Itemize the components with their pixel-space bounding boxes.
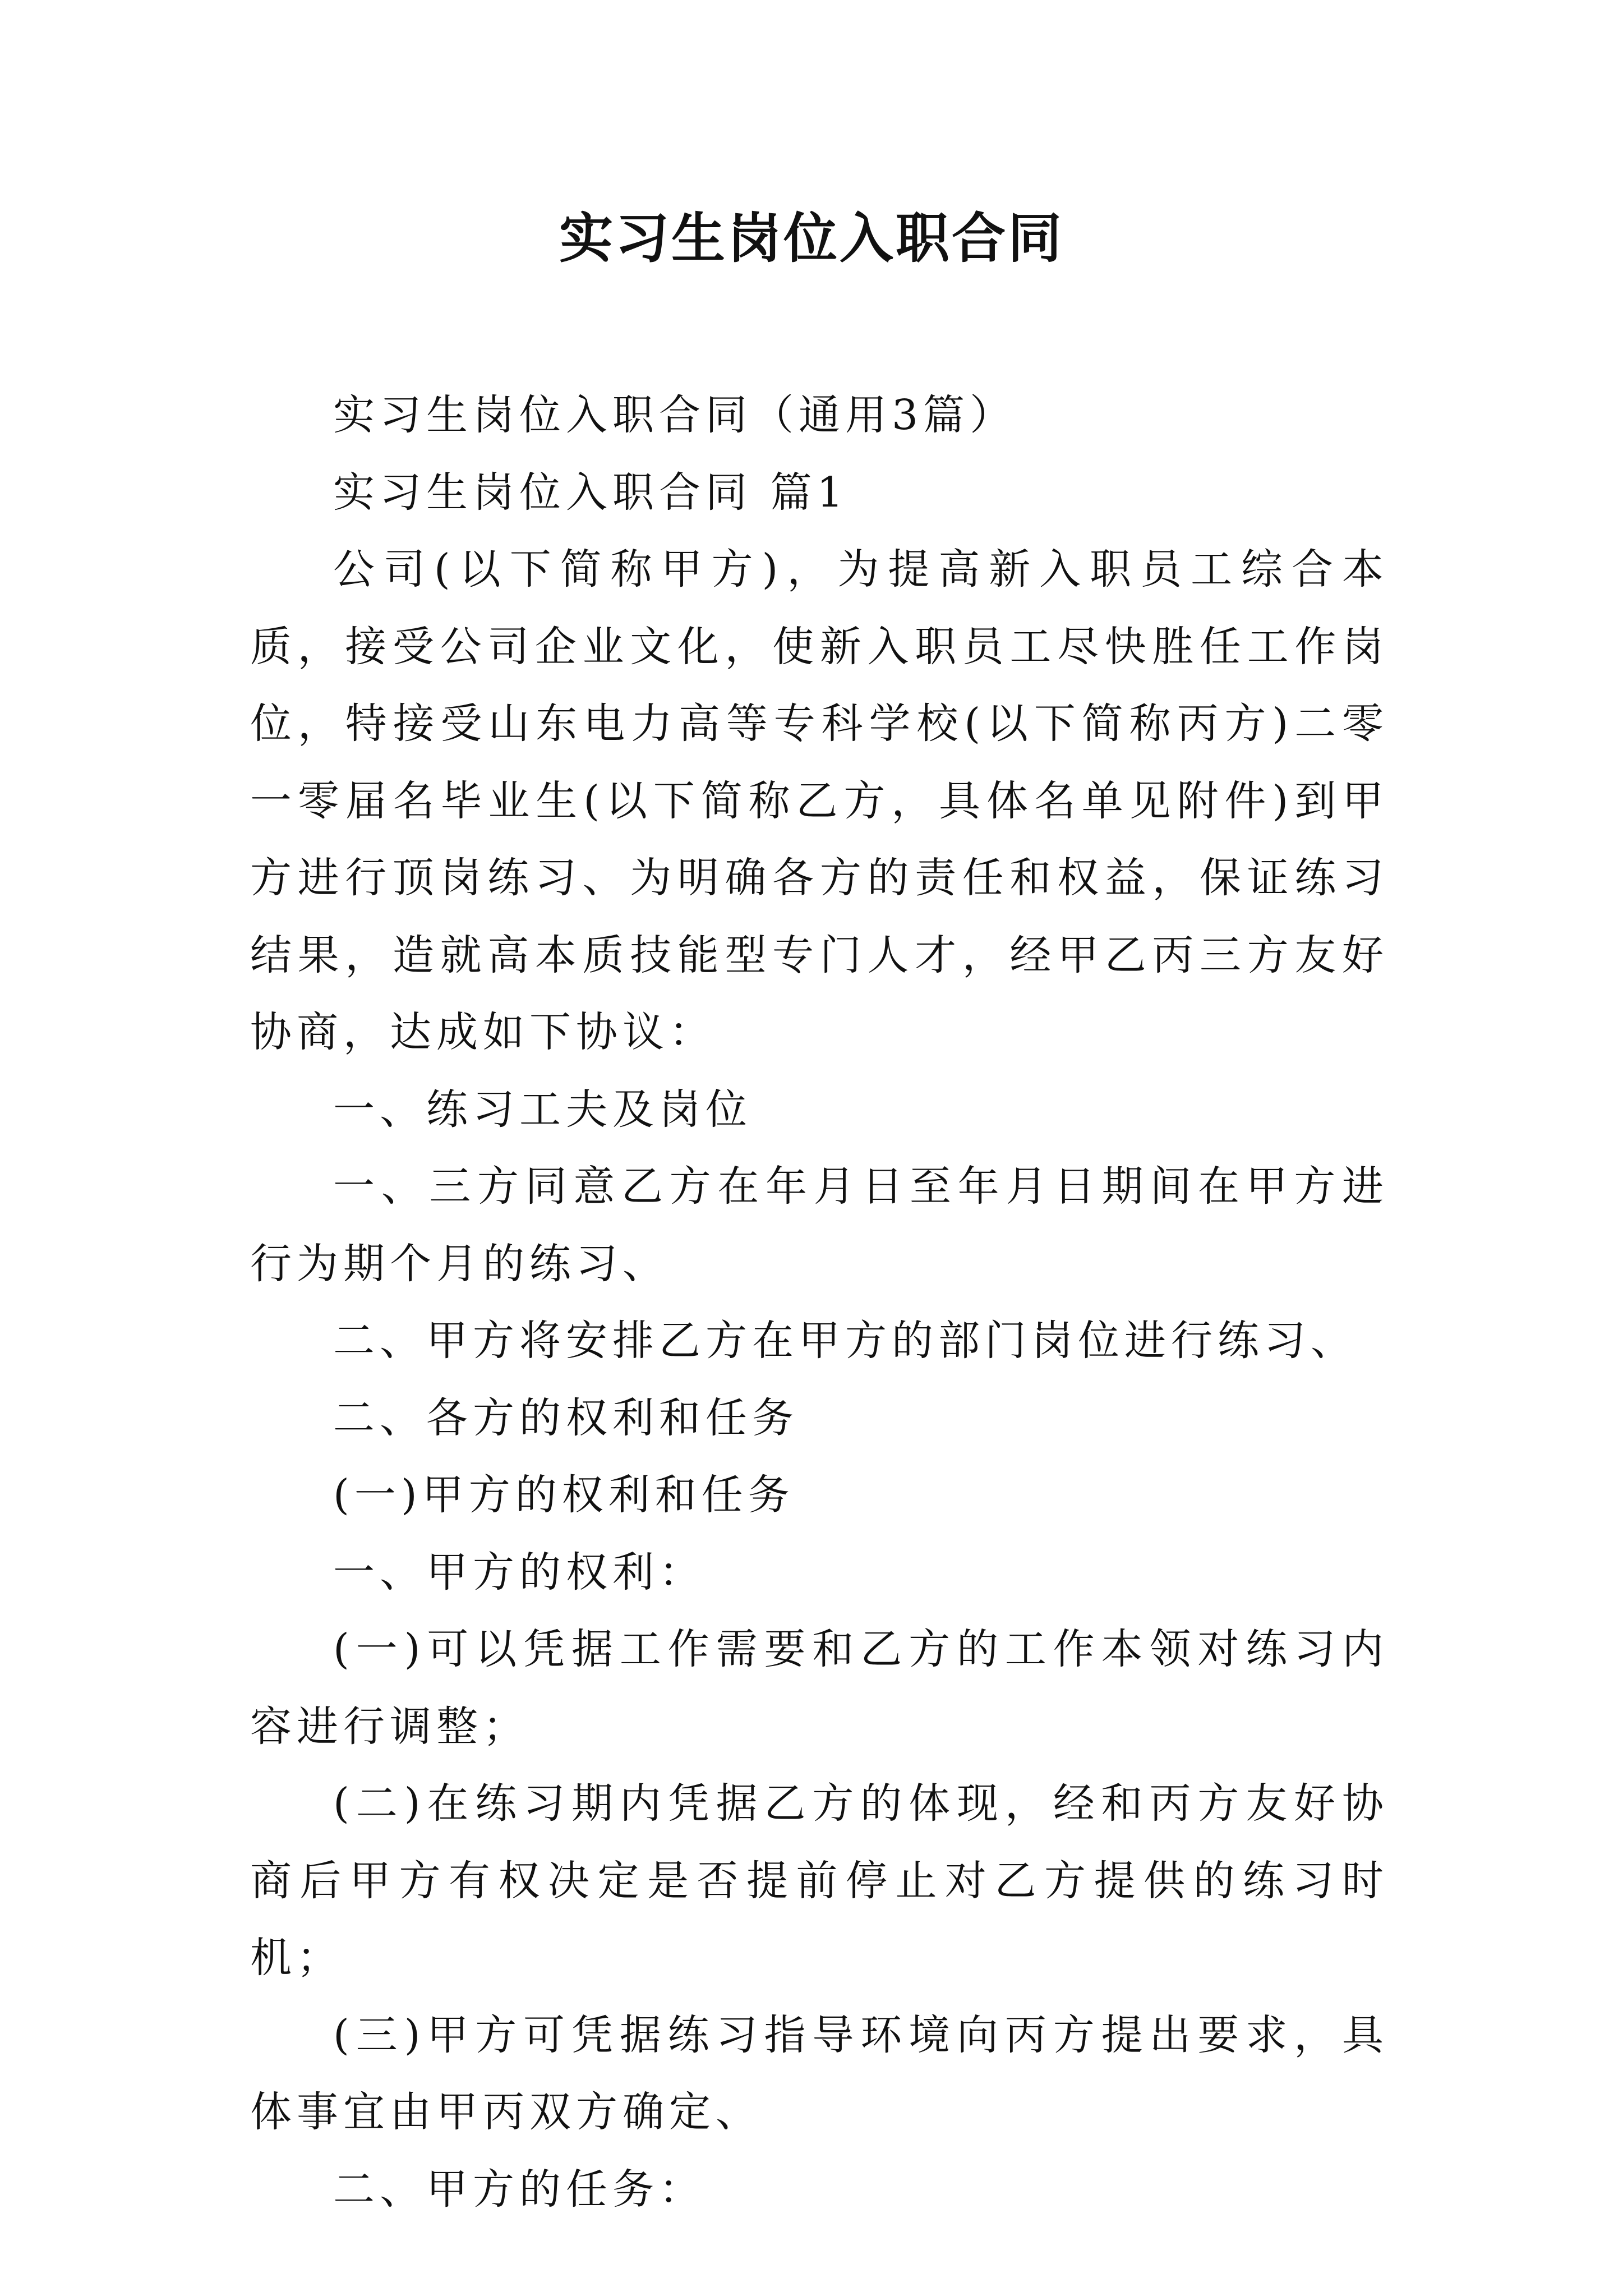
document-body (250, 377, 1389, 2228)
document-title: 实习生岗位入职合同 (559, 206, 1064, 270)
paragraph: 公司(以下简称甲方)，为提高新入职员工综合本质，接受公司企业文化，使新入职员工尽快胜任工作岗位，特接受山东电力高等专科学校(以下简称丙方)二零一零届名毕业生(以下简称乙方，具体名单见附件)到甲方进行顶岗练习、为明确各方的责任和权益，保证练习结果，造就高本质技能型专门人才，经甲乙丙三方友好协商，达成如下协议： (250, 545, 1389, 1056)
paragraph: 实习生岗位入职合同（通用3篇） (333, 391, 1017, 439)
paragraph: 实习生岗位入职合同 篇1 (333, 468, 849, 517)
paragraph: 一、三方同意乙方在年月日至年月日期间在甲方进行为期个月的练习、 (250, 1162, 1389, 1288)
paragraph: 一、练习工夫及岗位 (333, 1085, 752, 1134)
paragraph: 二、甲方将安排乙方在甲方的部门岗位进行练习、 (333, 1317, 1357, 1365)
paragraph: 一、甲方的权利： (333, 1548, 706, 1596)
paragraph: (三)甲方可凭据练习指导环境向丙方提出要求，具体事宜由甲丙双方确定、 (250, 2010, 1389, 2136)
paragraph: 二、各方的权利和任务 (333, 1393, 799, 1442)
paragraph: (一)甲方的权利和任务 (333, 1471, 795, 1519)
paragraph: (二)在练习期内凭据乙方的体现，经和丙方友好协商后甲方有权决定是否提前停止对乙方提供的练习时机； (250, 1779, 1389, 1982)
paragraph: (一)可以凭据工作需要和乙方的工作本领对练习内容进行调整； (250, 1625, 1389, 1751)
paragraph: 二、甲方的任务： (333, 2165, 706, 2214)
